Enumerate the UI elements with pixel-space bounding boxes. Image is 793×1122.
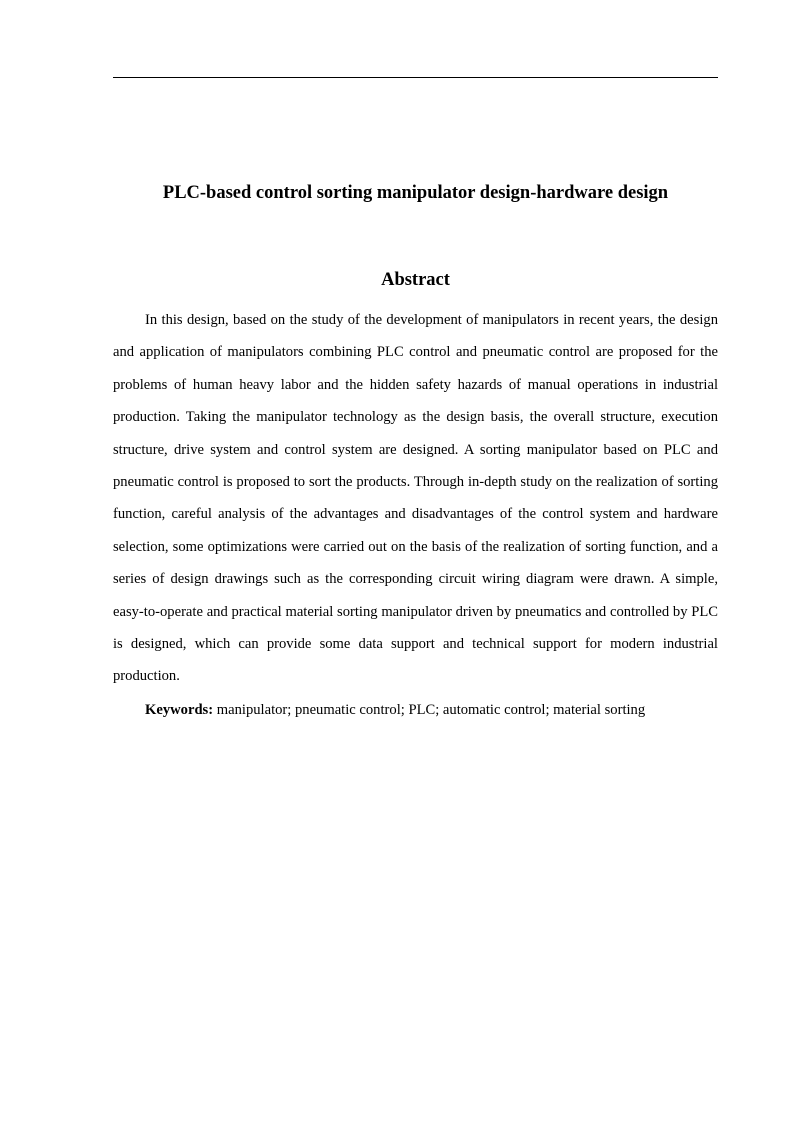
keywords-label: Keywords: [145,702,214,718]
header-rule [113,77,718,78]
keywords-line [113,694,718,726]
keywords-text: manipulator; pneumatic control; PLC; automatic control; material sorting [213,702,646,718]
abstract-body: In this design, based on the study of the development of manipulators in recent years, the design and application of manipulators combining PLC control and pneumatic control are proposed for the problems of human heavy labor and the hidden safety hazards of manual operations in industrial production. Taking the manipulator technology as the design basis, the overall structure, execution structure, drive system and control system are designed. A sorting manipulator based on PLC and pneumatic control is proposed to sort the products. Through in-depth study on the realization of sorting function, careful analysis of the advantages and disadvantages of the control system and hardware selection, some optimizations were carried out on the basis of the realization of sorting function, and a series of design drawings such as the corresponding circuit wiring diagram were drawn. A simple, easy-to-operate and practical material sorting manipulator driven by pneumatics and controlled by PLC is designed, which can provide some data support and technical support for modern industrial production. [113,312,718,685]
paper-title: PLC-based control sorting manipulator design-hardware design [162,183,669,203]
abstract-heading: Abstract [381,270,450,290]
